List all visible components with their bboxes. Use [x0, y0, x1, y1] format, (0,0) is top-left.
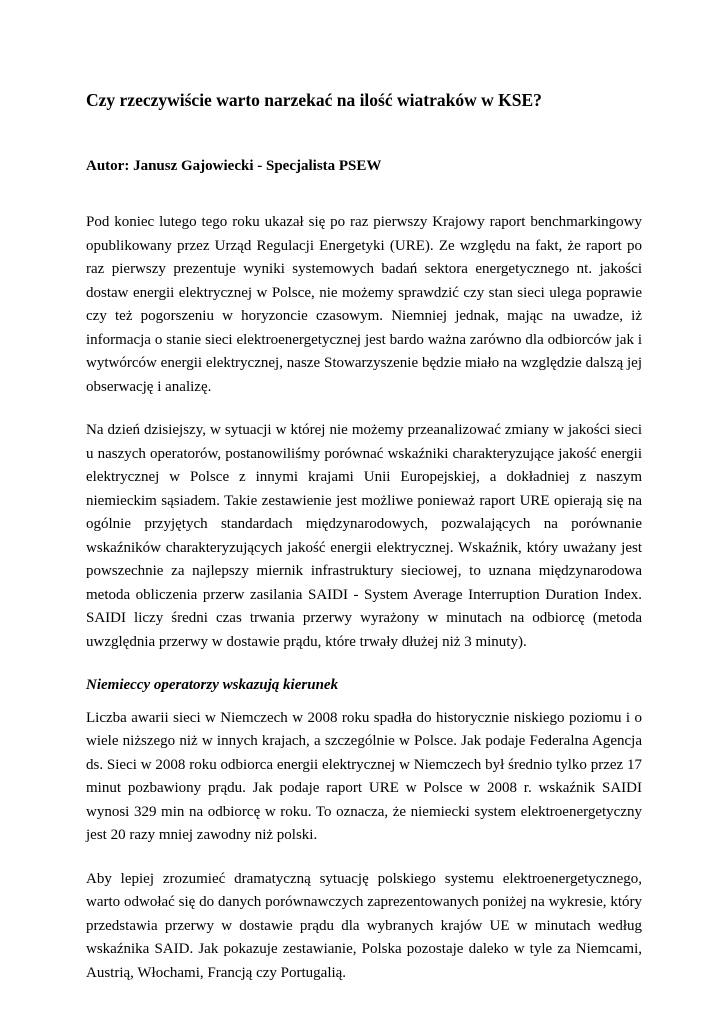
- paragraph-saidi: Na dzień dzisiejszy, w sytuacji w której nie możemy przeanalizować zmiany w jakości sieci u naszych operatorów, postanowiliśmy porównać wskaźniki charakteryzujące jakość energii elektrycznej w Polsce z innymi krajami Unii Europejskiej, a dokładniej z naszym niemieckim sąsiadem. Takie zestawienie jest możliwe ponieważ raport URE opierają się na ogólnie przyjętych standardach międzynarodowych, pozwalających na porównanie wskaźników charakteryzujących jakość energii elektrycznej. Wskaźnik, który uważany jest powszechnie za najlepszy miernik infrastruktury sieciowej, to uznana międzynarodowa metoda obliczenia przerw zasilania SAIDI - System Average Interruption Duration Index. SAIDI liczy średni czas trwania przerwy wyrażony w minutach na odbiorcę (metoda uwzględnia przerwy w dostawie prądu, które trwały dłużej niż 3 minuty).: [86, 422, 642, 650]
- paragraph-intro: Pod koniec lutego tego roku ukazał się po raz pierwszy Krajowy raport benchmarkingowy opublikowany przez Urząd Regulacji Energetyki (URE). Ze względu na fakt, że raport po raz pierwszy prezentuje wyniki systemowych badań sektora energetycznego nt. jakości dostaw energii elektrycznej w Polsce, nie możemy sprawdzić czy stan sieci ulega poprawie czy też pogorszeniu w horyzoncie czasowym. Niemniej jednak, mając na uwadze, iż informacja o stanie sieci elektroenergetycznej jest bardo ważna zarówno dla odbiorców jak i wytwórców energii elektrycznej, nasze Stowarzyszenie będzie miało na względzie dalszą jej obserwację i analizę.: [86, 214, 642, 395]
- document-body: [86, 211, 642, 1005]
- document-title: Czy rzeczywiście warto narzekać na ilość wiatraków w KSE?: [86, 90, 542, 110]
- paragraph-germany: Liczba awarii sieci w Niemczech w 2008 roku spadła do historycznie niskiego poziomu i o wiele niższego niż w innych krajach, a szczególnie w Polsce. Jak podaje Federalna Agencja ds. Sieci w 2008 roku odbiorca energii elektrycznej w Niemczech był średnio tylko przez 17 minut pozbawiony prądu. Jak podaje raport URE w Polsce w 2008 r. wskaźnik SAIDI wynosi 329 min na odbiorcę w roku. To oznacza, że niemiecki system elektroenergetyczny jest 20 razy mniej zawodny niż polski.: [86, 709, 642, 843]
- paragraph-comparison: Aby lepiej zrozumieć dramatyczną sytuację polskiego systemu elektroenergetycznego, warto odwołać się do danych porównawczych zaprezentowanych poniżej na wykresie, który przedstawia przerwy w dostawie prądu dla wybranych krajów UE w minutach według wskaźnika SAID. Jak pokazuje zestawianie, Polska pozostaje daleko w tyle za Niemcami, Austrią, Włochami, Francją czy Portugalią.: [86, 870, 642, 981]
- section-subheading: Niemieccy operatorzy wskazują kierunek: [86, 677, 339, 693]
- author-line: Autor: Janusz Gajowiecki - Specjalista PSEW: [86, 158, 382, 174]
